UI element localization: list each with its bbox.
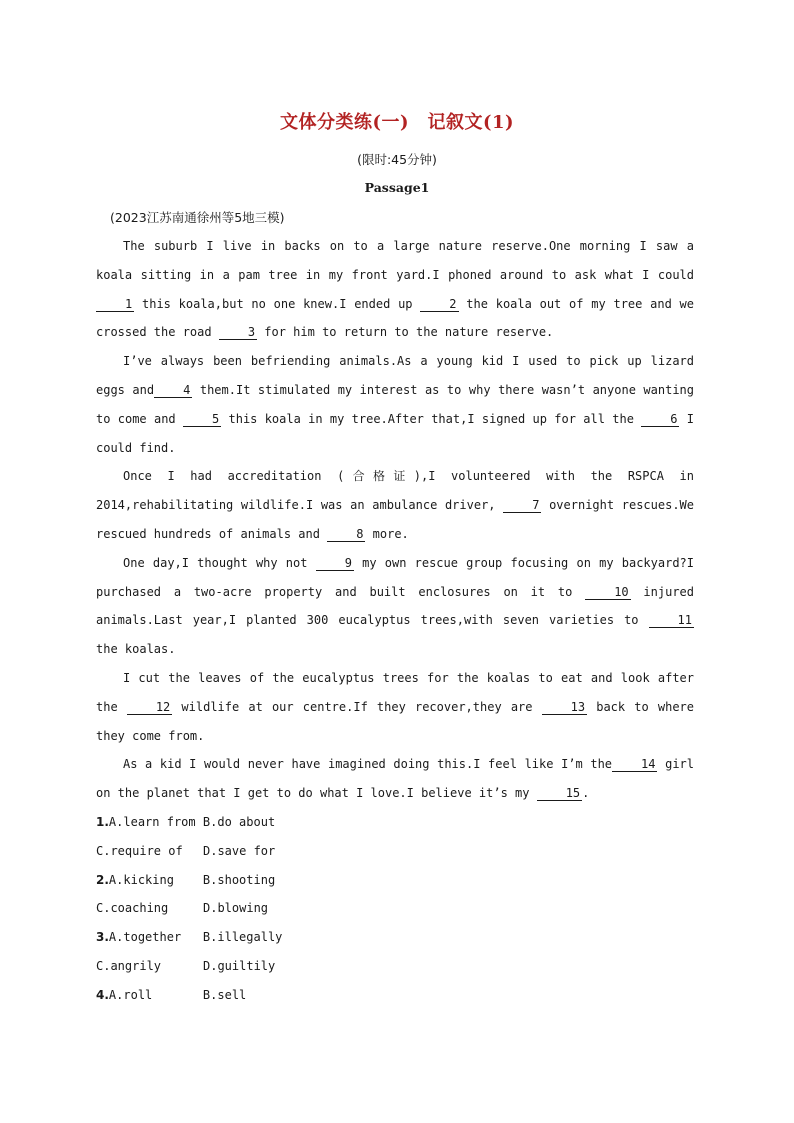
question-list [96, 808, 694, 1010]
question-option-row [96, 952, 694, 981]
passage-text: wildlife at our centre.If they recover,they are [172, 699, 542, 714]
question-option-row [96, 837, 694, 866]
answer-blank[interactable]: 9 [316, 556, 354, 571]
question-option-row [96, 808, 694, 837]
question-option-row [96, 894, 694, 923]
answer-blank[interactable]: 5 [183, 412, 221, 427]
passage-text: One day,I thought why not [123, 555, 316, 570]
passage-text: more. [365, 526, 409, 541]
passage-paragraph [96, 664, 694, 750]
passage-body [96, 232, 694, 808]
passage-text: my own rescue group focusing on my backyard?I purchased a two-acre property and built enclosures on it to [96, 555, 694, 599]
passage-label: Passage1 [364, 180, 430, 195]
answer-option[interactable]: D.blowing [203, 901, 269, 916]
answer-option[interactable]: A.kicking [108, 872, 174, 887]
answer-option[interactable]: B.do about [202, 815, 276, 829]
answer-blank[interactable]: 13 [542, 700, 587, 715]
answer-blank[interactable]: 15 [537, 786, 582, 801]
passage-text: this koala in my tree.After that,I signed up for all the [221, 411, 642, 426]
passage-text: them.It stimulated my interest as to why there wasn’t anyone wanting to come and [96, 382, 695, 426]
answer-option[interactable]: C.require of [96, 843, 183, 858]
page-title: 文体分类练(一) 记叙文(1) [279, 112, 515, 133]
answer-option[interactable]: A.learn from [108, 815, 196, 829]
passage-text: I could find. [96, 411, 695, 455]
source-note: (2023江苏南通徐州等5地三模) [110, 210, 285, 225]
question-number: 4. [96, 987, 109, 1002]
passage-text: the koala out of my tree and we crossed the road [96, 296, 695, 340]
passage-text: the koalas. [96, 642, 176, 657]
passage-paragraph [96, 347, 694, 462]
answer-option[interactable]: B.shooting [202, 872, 276, 887]
passage-text: Once I had accreditation (合格证),I volunteered with the RSPCA in 2014,rehabilitating wildlife.I was an ambulance driver, [96, 469, 694, 513]
question-option-row [96, 923, 694, 952]
answer-blank[interactable]: 2 [420, 297, 458, 312]
passage-text: . [582, 786, 590, 801]
question-number: 2. [96, 872, 109, 887]
passage-text: As a kid I would never have imagined doing this.I feel like I’m the [123, 757, 613, 772]
passage-text: overnight rescues.We rescued hundreds of animals and [96, 498, 695, 541]
passage-paragraph [96, 232, 694, 347]
answer-blank[interactable]: 12 [127, 700, 172, 715]
answer-blank[interactable]: 1 [96, 297, 134, 312]
passage-paragraph [96, 750, 694, 808]
passage-text: I’ve always been befriending animals.As a young kid I used to pick up lizard eggs and [96, 354, 694, 397]
answer-option[interactable]: B.sell [202, 987, 247, 1002]
answer-blank[interactable]: 10 [585, 585, 630, 600]
passage-paragraph [96, 549, 694, 664]
passage-text: I cut the leaves of the eucalyptus trees for the koalas to eat and look after the [96, 670, 694, 714]
passage-text: back to where they come from. [96, 699, 694, 743]
question-number: 1. [96, 815, 109, 829]
answer-option[interactable]: C.angrily [96, 958, 162, 973]
answer-blank[interactable]: 7 [503, 498, 541, 513]
question-option-row [96, 981, 694, 1010]
passage-text: The suburb I live in backs on to a large nature reserve.One morning I saw a koala sitting in a pam tree in my front yard.I phoned around to ask what I could [96, 239, 694, 282]
passage-text: this koala,but no one knew.I ended up [134, 296, 421, 311]
answer-option[interactable]: D.save for [203, 843, 276, 858]
answer-blank[interactable]: 11 [649, 613, 694, 628]
answer-option[interactable]: C.coaching [96, 901, 169, 916]
passage-text: girl on the planet that I get to do what I love.I believe it’s my [96, 757, 694, 801]
answer-option[interactable]: A.roll [108, 987, 153, 1002]
time-limit: (限时:45分钟) [357, 152, 437, 167]
answer-blank[interactable]: 6 [641, 412, 679, 427]
question-number: 3. [96, 930, 109, 945]
answer-blank[interactable]: 8 [327, 527, 365, 542]
answer-option[interactable]: A.together [108, 930, 182, 945]
answer-option[interactable]: B.illegally [202, 930, 283, 945]
passage-text: injured animals.Last year,I planted 300 eucalyptus trees,with seven varieties to [96, 584, 695, 628]
answer-blank[interactable]: 14 [612, 757, 657, 772]
passage-paragraph [96, 462, 694, 548]
answer-blank[interactable]: 4 [154, 383, 192, 398]
question-option-row [96, 866, 694, 895]
answer-option[interactable]: D.guiltily [203, 958, 276, 973]
passage-text: for him to return to the nature reserve. [257, 325, 554, 340]
answer-blank[interactable]: 3 [219, 325, 257, 340]
